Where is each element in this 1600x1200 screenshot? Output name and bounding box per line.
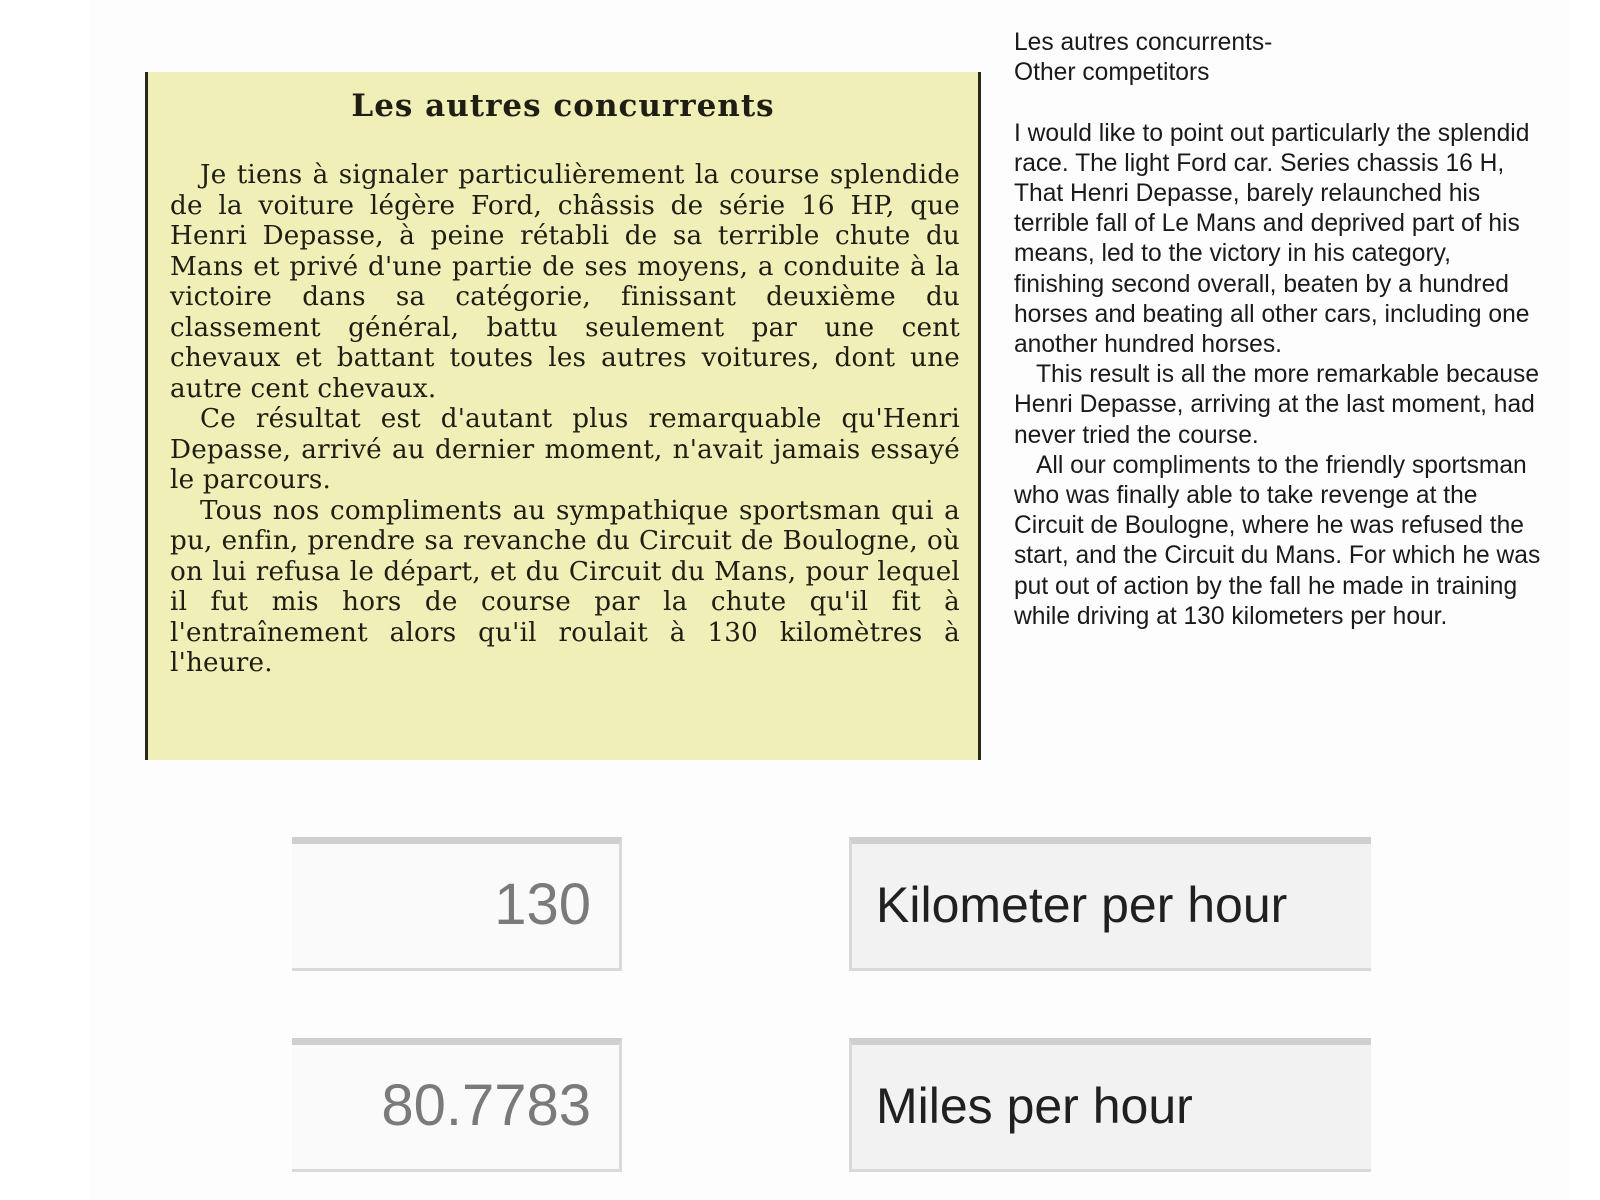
clipping-paragraph: Je tiens à signaler particulièrement la course splendide de la voiture légère Ford, châssis de série 16 HP, que Henri Depasse, à peine rétabli de sa terrible chute du Mans et privé d'une partie de ses moyens, a conduite à la victoire dans sa catégorie, finissant deuxième du classement général, battu seulement par une cent chevaux et battant toutes les autres voitures, dont une autre cent chevaux. bbox=[170, 160, 960, 404]
translation-paragraph: This result is all the more remarkable because Henri Depasse, arriving at the last moment, had never tried the course. bbox=[1014, 361, 1540, 449]
clipping-paragraph: Tous nos compliments au sympathique sportsman qui a pu, enfin, prendre sa revanche du Circuit de Boulogne, où on lui refusa le départ, et du Circuit du Mans, pour lequel il fut mis hors de course par la chute qu'il fit à l'entraînement alors qu'il roulait à 130 kilomètres à l'heure. bbox=[170, 495, 960, 678]
translation-text bbox=[1014, 28, 1544, 632]
translation-paragraph: I would like to point out particularly the splendid race. The light Ford car. Series chassis 16 H, That Henri Depasse, barely relaunched his terrible fall of Le Mans and deprived part of his means, led to the victory in his category, finishing second overall, beaten by a hundred horses and beating all other cars, including one another hundred horses. bbox=[1014, 119, 1530, 359]
from-unit-select[interactable]: Kilometer per hour bbox=[849, 837, 1371, 971]
newspaper-clipping bbox=[145, 72, 981, 760]
translation-title-english: Other competitors bbox=[1014, 59, 1210, 87]
clipping-title: Les autres concurrents bbox=[351, 88, 775, 124]
clipping-paragraph: Ce résultat est d'autant plus remarquable qu'Henri Depasse, arrivé au dernier moment, n'avait jamais essayé le parcours. bbox=[170, 404, 960, 495]
from-value-input[interactable]: 130 bbox=[292, 837, 622, 971]
to-value-input[interactable]: 80.7783 bbox=[292, 1038, 622, 1172]
clipping-body bbox=[148, 160, 978, 679]
translation-spacer bbox=[1014, 88, 1544, 118]
translation-title-french: Les autres concurrents- bbox=[1014, 29, 1273, 56]
to-unit-select[interactable]: Miles per hour bbox=[849, 1038, 1371, 1172]
translation-paragraph: All our compliments to the friendly sportsman who was finally able to take revenge at the Circuit de Boulogne, where he was refused the start, and the Circuit du Mans. For which he was put out of action by the fall he made in training while driving at 130 kilometers per hour. bbox=[1014, 451, 1541, 630]
